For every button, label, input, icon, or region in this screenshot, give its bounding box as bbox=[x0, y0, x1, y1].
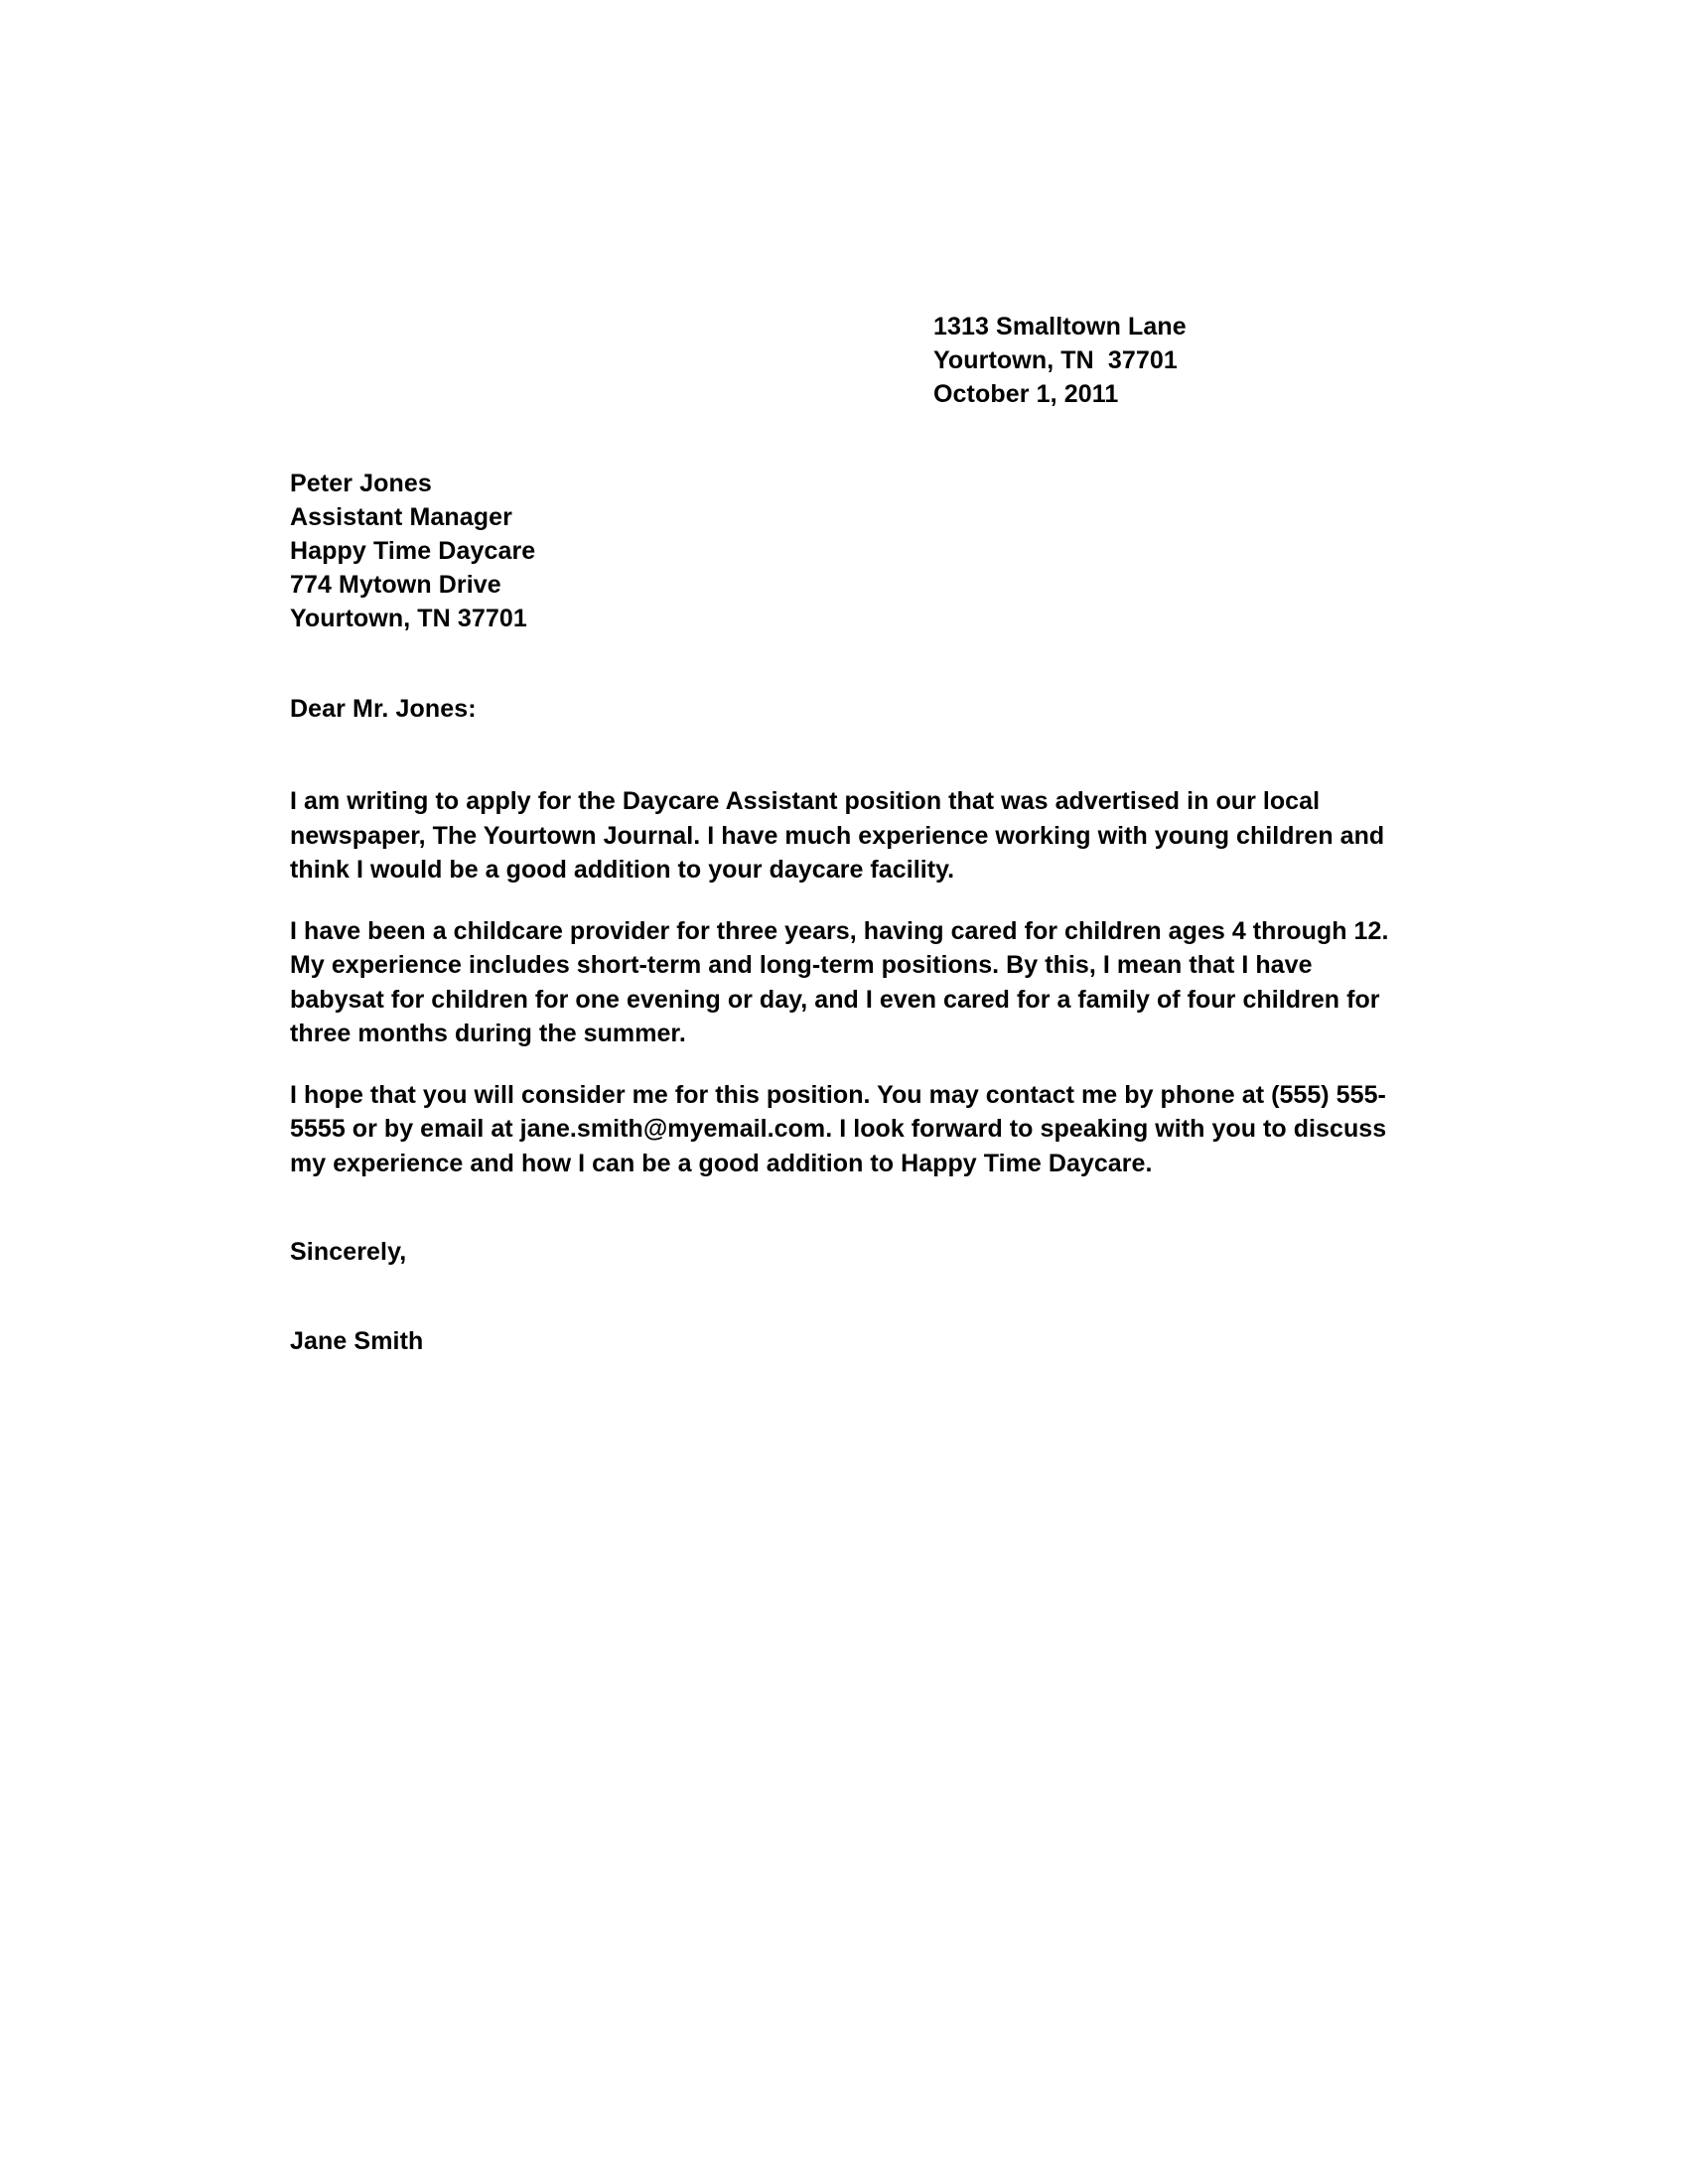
paragraph-1: I am writing to apply for the Daycare Assistant position that was advertised in our local newspaper, The Yourtown Journal. I have much experience working with young children and think I would be a good addition to your daycare facility. bbox=[290, 787, 1385, 884]
closing: Sincerely, bbox=[290, 1238, 407, 1266]
recipient-street: 774 Mytown Drive bbox=[290, 571, 501, 599]
return-address-block bbox=[933, 310, 1187, 411]
paragraph-3: I hope that you will consider me for this position. You may contact me by phone at (555) 555-5555 or by email at jane.smith@myemail.com. I look forward to speaking with you to discuss my experience and how I can be a good addition to Happy Time Daycare. bbox=[290, 1080, 1387, 1177]
recipient-company: Happy Time Daycare bbox=[290, 537, 536, 565]
recipient-name: Peter Jones bbox=[290, 470, 432, 497]
recipient-city-state-zip: Yourtown, TN 37701 bbox=[290, 605, 527, 632]
paragraph-2: I have been a childcare provider for three years, having cared for children ages 4 through 12. My experience includes short-term and long-term positions. By this, I mean that I have babysat for children for one evening or day, and I even cared for a family of four children for three months during the summer. bbox=[290, 916, 1389, 1047]
letter-paragraphs bbox=[290, 784, 1394, 1207]
recipient-address-block bbox=[290, 467, 535, 635]
signature-name: Jane Smith bbox=[290, 1327, 424, 1355]
return-address-street: 1313 Smalltown Lane bbox=[933, 313, 1187, 341]
return-address-city-state-zip: Yourtown, TN 37701 bbox=[933, 346, 1178, 374]
salutation: Dear Mr. Jones: bbox=[290, 695, 477, 723]
recipient-title: Assistant Manager bbox=[290, 503, 512, 531]
letter-date: October 1, 2011 bbox=[933, 380, 1119, 408]
